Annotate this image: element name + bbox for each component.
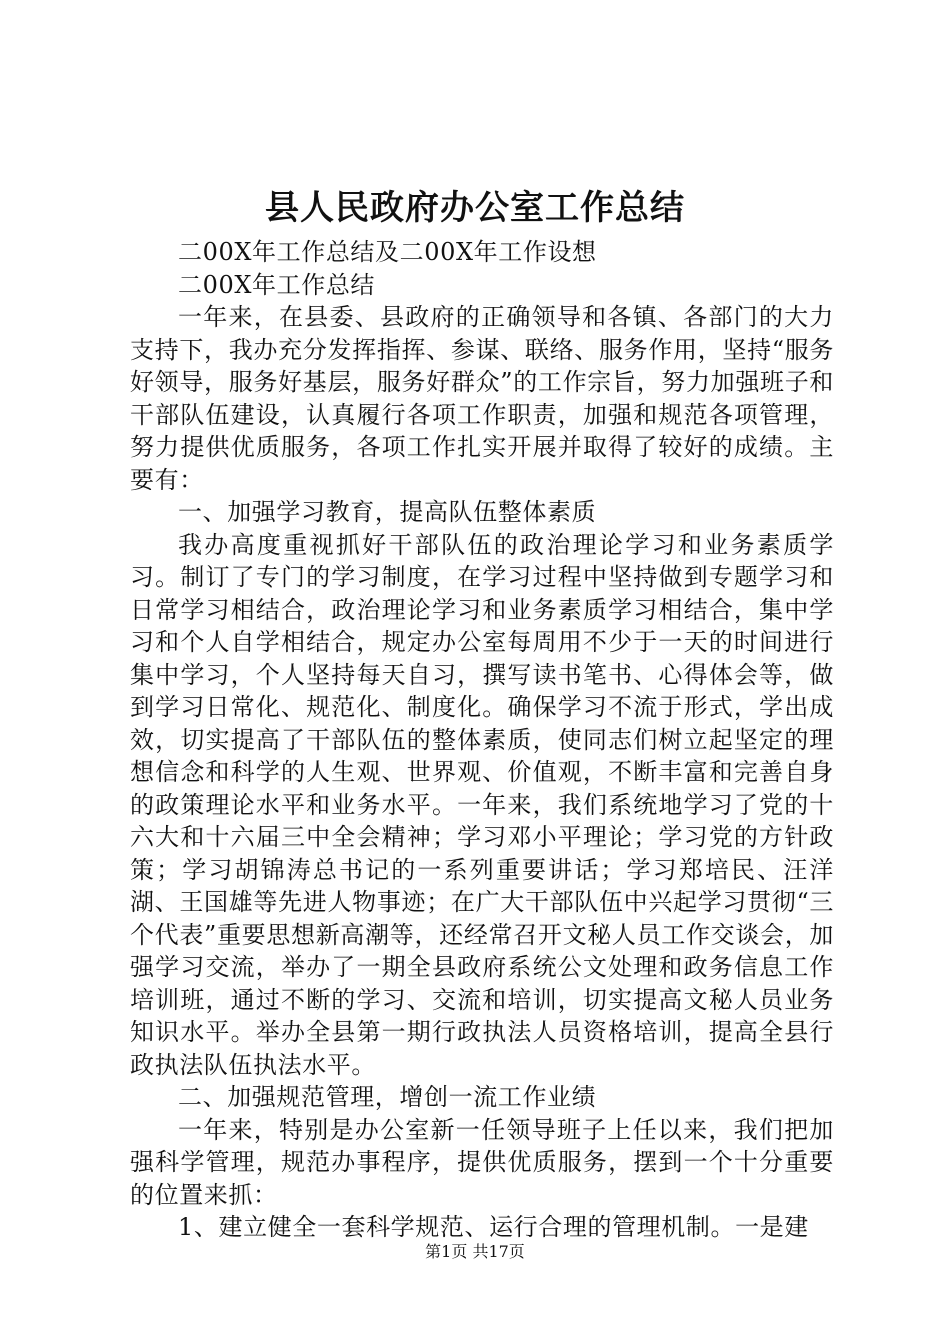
subtitle-line: 二00X年工作总结及二00X年工作设想: [178, 238, 597, 266]
body-paragraph: 我办高度重视抓好干部队伍的政治理论学习和业务素质学习。制订了专门的学习制度，在学习过程中坚持做到专题学习和日常学习相结合，政治理论学习和业务素质学习相结合，集中学习和个人自学相结合，规定办公室每周用不少于一天的时间进行集中学习，个人坚持每天自习，撰写读书笔书、心得体会等，做到学习日常化、规范化、制度化。确保学习不流于形式，学出成效，切实提高了干部队伍的整体素质，使同志们树立起坚定的理想信念和科学的人生观、世界观、价值观，不断丰富和完善自身的政策理论水平和业务水平。一年来，我们系统地学习了党的十六大和十六届三中全会精神；学习邓小平理论；学习党的方针政策；学习胡锦涛总书记的一系列重要讲话；学习郑培民、汪洋湖、王国雄等先进人物事迹；在广大干部队伍中兴起学习贯彻“三个代表”重要思想新高潮等，还经常召开文秘人员工作交谈会，加强学习交流，举办了一期全县政府系统公文处理和政务信息工作培训班，通过不断的学习、交流和培训，切实提高文秘人员业务知识水平。举办全县第一期行政执法人员资格培训，提高全县行政执法队伍执法水平。: [130, 530, 834, 1079]
document-title: 县人民政府办公室工作总结: [265, 188, 685, 228]
body-paragraph: 一年来，特别是办公室新一任领导班子上任以来，我们把加强科学管理，规范办事程序，提供优质服务，摆到一个十分重要的位置来抓：: [130, 1115, 834, 1209]
page-number-footer: 第1页 共17页: [425, 1242, 525, 1261]
body-paragraph: 1、建立健全一套科学规范、运行合理的管理机制。一是建: [178, 1213, 809, 1241]
section-heading: 一、加强学习教育，提高队伍整体素质: [178, 498, 597, 526]
document-body: [130, 236, 834, 1244]
body-paragraph: 一年来，在县委、县政府的正确领导和各镇、各部门的大力支持下，我办充分发挥指挥、参谋、联络、服务作用，坚持“服务好领导，服务好基层，服务好群众”的工作宗旨，努力加强班子和干部队伍建设，认真履行各项工作职责，加强和规范各项管理，努力提供优质服务，各项工作扎实开展并取得了较好的成绩。主要有：: [130, 303, 834, 494]
section-heading: 二、加强规范管理，增创一流工作业绩: [178, 1083, 597, 1111]
section-heading: 二00X年工作总结: [178, 270, 376, 299]
